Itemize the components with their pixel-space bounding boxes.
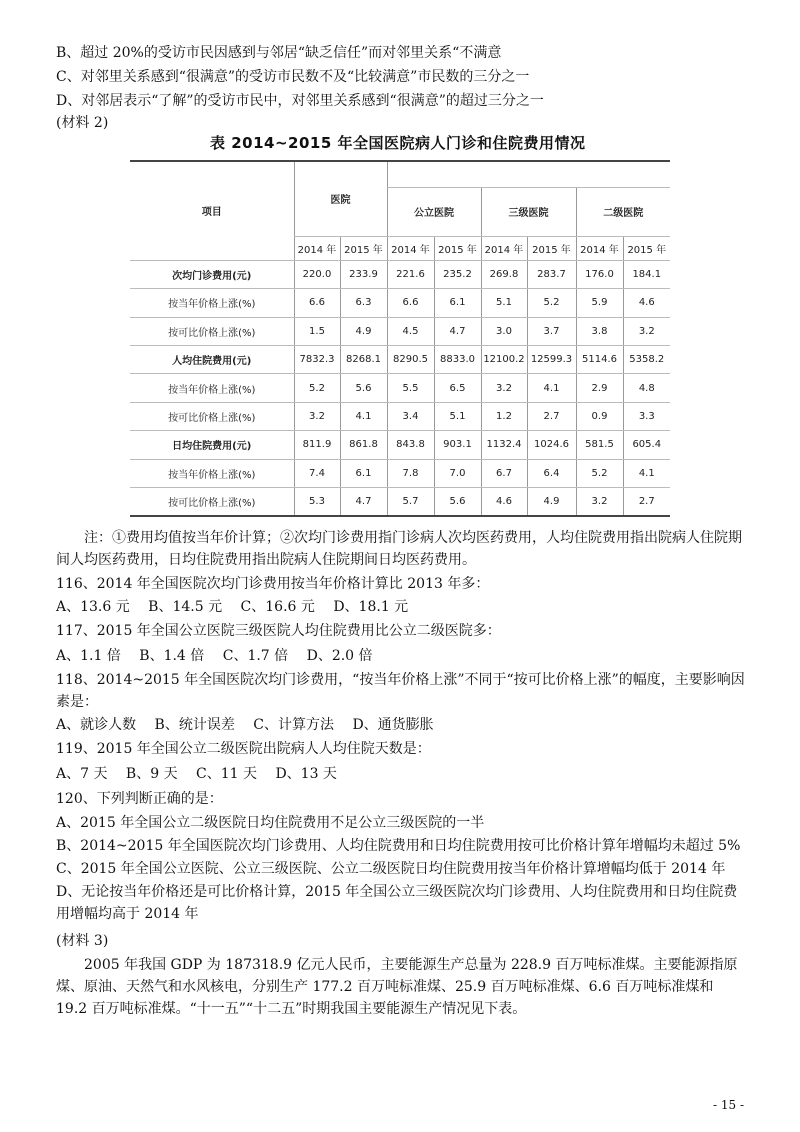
question-118-options: A、就诊人数 B、统计误差 C、计算方法 D、通货膨胀 bbox=[56, 717, 434, 733]
table-cell: 4.9 bbox=[340, 317, 387, 345]
header-hospital: 医院 bbox=[294, 161, 387, 236]
option-b-prev: B、超过 20%的受访市民因感到与邻居“缺乏信任”而对邻里关系“不满意 bbox=[56, 45, 502, 61]
header-blank bbox=[387, 161, 670, 187]
table-cell: 176.0 bbox=[576, 260, 623, 288]
header-year-2: 2014 年 bbox=[387, 236, 434, 260]
row-label: 按当年价格上涨(%) bbox=[130, 289, 294, 317]
table-cell: 8833.0 bbox=[434, 346, 481, 374]
table-row bbox=[130, 346, 670, 374]
table-cell: 3.2 bbox=[576, 488, 623, 516]
table-cell: 283.7 bbox=[527, 260, 576, 288]
table-row bbox=[130, 289, 670, 317]
table-cell: 843.8 bbox=[387, 431, 434, 459]
table-cell: 269.8 bbox=[481, 260, 527, 288]
table-cell: 6.4 bbox=[527, 459, 576, 487]
header-year-3: 2015 年 bbox=[434, 236, 481, 260]
table-note: 注：①费用均值按当年价计算；②次均门诊费用指门诊病人次均医药费用，人均住院费用指出院病人住院期间人均医药费用，日均住院费用指出院病人住院期间日均医药费用。 bbox=[56, 530, 742, 568]
table-cell: 3.4 bbox=[387, 402, 434, 430]
row-label: 按可比价格上涨(%) bbox=[130, 317, 294, 345]
row-label: 按可比价格上涨(%) bbox=[130, 488, 294, 516]
question-120-d: D、无论按当年价格还是可比价格计算，2015 年全国公立三级医院次均门诊费用、人均住院费用和日均住院费用增幅均高于 2014 年 bbox=[56, 884, 738, 922]
table-cell: 8290.5 bbox=[387, 346, 434, 374]
option-d-prev: D、对邻居表示“了解”的受访市民中，对邻里关系感到“很满意”的超过三分之一 bbox=[56, 93, 544, 109]
material-3-label: (材料 3) bbox=[56, 933, 109, 949]
table-cell: 12100.2 bbox=[481, 346, 527, 374]
table-cell: 7832.3 bbox=[294, 346, 340, 374]
table-cell: 5.6 bbox=[340, 374, 387, 402]
header-year-5: 2015 年 bbox=[527, 236, 576, 260]
table-cell: 5.1 bbox=[434, 402, 481, 430]
header-year-7: 2015 年 bbox=[623, 236, 670, 260]
table-cell: 6.7 bbox=[481, 459, 527, 487]
table-cell: 4.1 bbox=[623, 459, 670, 487]
table-cell: 605.4 bbox=[623, 431, 670, 459]
row-label: 按当年价格上涨(%) bbox=[130, 374, 294, 402]
header-item: 项目 bbox=[130, 161, 294, 260]
table-cell: 7.0 bbox=[434, 459, 481, 487]
table-cell: 4.7 bbox=[434, 317, 481, 345]
table-cell: 811.9 bbox=[294, 431, 340, 459]
page-number: - 15 - bbox=[712, 1098, 744, 1112]
table-cell: 4.1 bbox=[527, 374, 576, 402]
table-cell: 221.6 bbox=[387, 260, 434, 288]
header-tier3: 三级医院 bbox=[481, 187, 576, 236]
table-cell: 7.4 bbox=[294, 459, 340, 487]
table-container bbox=[130, 160, 670, 517]
table-cell: 4.6 bbox=[623, 289, 670, 317]
table-row bbox=[130, 374, 670, 402]
table-cell: 5114.6 bbox=[576, 346, 623, 374]
header-public: 公立医院 bbox=[387, 187, 481, 236]
table-cell: 581.5 bbox=[576, 431, 623, 459]
table-cell: 5.7 bbox=[387, 488, 434, 516]
table-cell: 5.6 bbox=[434, 488, 481, 516]
table-cell: 184.1 bbox=[623, 260, 670, 288]
table-cell: 6.1 bbox=[434, 289, 481, 317]
header-year-4: 2014 年 bbox=[481, 236, 527, 260]
table-cell: 5.1 bbox=[481, 289, 527, 317]
question-120-b: B、2014~2015 年全国医院次均门诊费用、人均住院费用和日均住院费用按可比价格计算年增幅均未超过 5% bbox=[56, 838, 741, 854]
header-year-6: 2014 年 bbox=[576, 236, 623, 260]
question-116: 116、2014 年全国医院次均门诊费用按当年价格计算比 2013 年多： bbox=[56, 576, 490, 592]
header-year-0: 2014 年 bbox=[294, 236, 340, 260]
question-117: 117、2015 年全国公立医院三级医院人均住院费用比公立二级医院多： bbox=[56, 623, 501, 639]
header-year-1: 2015 年 bbox=[340, 236, 387, 260]
hospital-cost-table bbox=[130, 160, 670, 517]
table-cell: 1.2 bbox=[481, 402, 527, 430]
question-120-c: C、2015 年全国公立医院、公立三级医院、公立二级医院日均住院费用按当年价格计算增幅均低于 2014 年 bbox=[56, 861, 726, 877]
table-row bbox=[130, 488, 670, 516]
table-cell: 5.9 bbox=[576, 289, 623, 317]
table-row bbox=[130, 317, 670, 345]
table-cell: 3.2 bbox=[481, 374, 527, 402]
table-cell: 12599.3 bbox=[527, 346, 576, 374]
table-cell: 3.2 bbox=[623, 317, 670, 345]
table-cell: 5.2 bbox=[527, 289, 576, 317]
row-label: 按可比价格上涨(%) bbox=[130, 402, 294, 430]
table-cell: 4.6 bbox=[481, 488, 527, 516]
table-cell: 220.0 bbox=[294, 260, 340, 288]
table-cell: 7.8 bbox=[387, 459, 434, 487]
header-tier2: 二级医院 bbox=[576, 187, 670, 236]
table-cell: 2.7 bbox=[527, 402, 576, 430]
table-row bbox=[130, 459, 670, 487]
question-120-a: A、2015 年全国公立二级医院日均住院费用不足公立三级医院的一半 bbox=[56, 815, 485, 831]
table-cell: 3.8 bbox=[576, 317, 623, 345]
question-119: 119、2015 年全国公立二级医院出院病人人均住院天数是： bbox=[56, 741, 431, 757]
table-cell: 3.3 bbox=[623, 402, 670, 430]
question-117-options: A、1.1 倍 B、1.4 倍 C、1.7 倍 D、2.0 倍 bbox=[56, 648, 373, 664]
table-cell: 5358.2 bbox=[623, 346, 670, 374]
table-cell: 5.2 bbox=[294, 374, 340, 402]
question-119-options: A、7 天 B、9 天 C、11 天 D、13 天 bbox=[56, 766, 337, 782]
question-120: 120、下列判断正确的是： bbox=[56, 791, 223, 807]
option-c-prev: C、对邻里关系感到“很满意”的受访市民数不及“比较满意”市民数的三分之一 bbox=[56, 69, 530, 85]
question-116-options: A、13.6 元 B、14.5 元 C、16.6 元 D、18.1 元 bbox=[56, 599, 409, 615]
table-cell: 1132.4 bbox=[481, 431, 527, 459]
material-3-text: 2005 年我国 GDP 为 187318.9 亿元人民币，主要能源生产总量为 228.9 百万吨标准煤。主要能源指原煤、原油、天然气和水风核电，分别生产 177.2 百万吨标准煤、25.9 百万吨标准煤、6.6 百万吨标准煤和 19.2 百万吨标准煤。“十一五”“十二五”时期我国主要能源生产情况见下表。 bbox=[56, 957, 738, 1017]
table-cell: 3.0 bbox=[481, 317, 527, 345]
table-row bbox=[130, 431, 670, 459]
table-cell: 5.2 bbox=[576, 459, 623, 487]
table-cell: 8268.1 bbox=[340, 346, 387, 374]
table-cell: 1.5 bbox=[294, 317, 340, 345]
table-cell: 4.7 bbox=[340, 488, 387, 516]
table-row bbox=[130, 260, 670, 288]
table-cell: 6.3 bbox=[340, 289, 387, 317]
table-title: 表 2014~2015 年全国医院病人门诊和住院费用情况 bbox=[210, 134, 586, 152]
table-cell: 6.1 bbox=[340, 459, 387, 487]
table-cell: 2.9 bbox=[576, 374, 623, 402]
question-118: 118、2014~2015 年全国医院次均门诊费用，“按当年价格上涨”不同于“按可比价格上涨”的幅度，主要影响因素是： bbox=[56, 672, 745, 710]
table-cell: 5.5 bbox=[387, 374, 434, 402]
row-label: 次均门诊费用(元) bbox=[130, 260, 294, 288]
table-cell: 4.9 bbox=[527, 488, 576, 516]
material-2-label: (材料 2) bbox=[56, 115, 109, 131]
table-cell: 233.9 bbox=[340, 260, 387, 288]
row-label: 日均住院费用(元) bbox=[130, 431, 294, 459]
table-cell: 4.8 bbox=[623, 374, 670, 402]
table-cell: 2.7 bbox=[623, 488, 670, 516]
table-cell: 861.8 bbox=[340, 431, 387, 459]
table-cell: 0.9 bbox=[576, 402, 623, 430]
table-cell: 3.2 bbox=[294, 402, 340, 430]
table-cell: 5.3 bbox=[294, 488, 340, 516]
table-cell: 903.1 bbox=[434, 431, 481, 459]
table-cell: 4.5 bbox=[387, 317, 434, 345]
row-label: 按当年价格上涨(%) bbox=[130, 459, 294, 487]
row-label: 人均住院费用(元) bbox=[130, 346, 294, 374]
table-cell: 6.6 bbox=[387, 289, 434, 317]
table-cell: 6.6 bbox=[294, 289, 340, 317]
table-cell: 4.1 bbox=[340, 402, 387, 430]
table-cell: 235.2 bbox=[434, 260, 481, 288]
table-cell: 3.7 bbox=[527, 317, 576, 345]
table-cell: 6.5 bbox=[434, 374, 481, 402]
table-cell: 1024.6 bbox=[527, 431, 576, 459]
table-row bbox=[130, 402, 670, 430]
